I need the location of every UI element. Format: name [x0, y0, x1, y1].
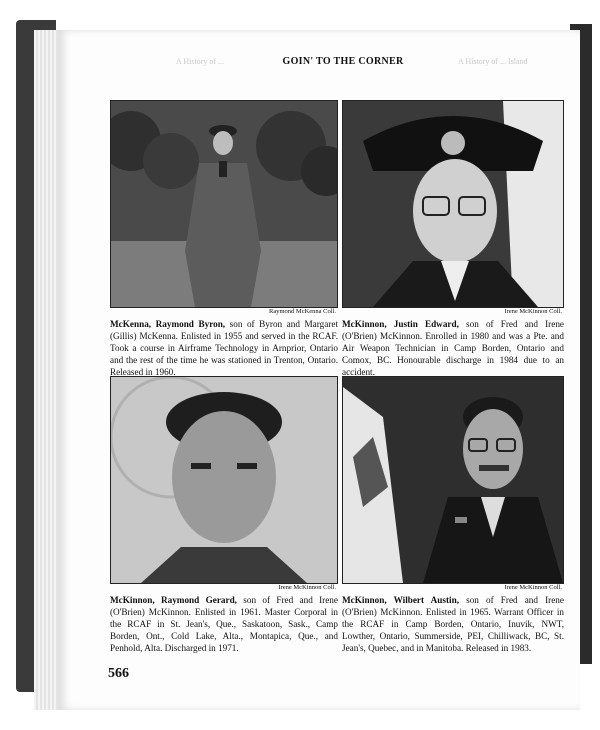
photo-credit: Irene McKinnon Coll. [504, 584, 562, 591]
photo-mckinnon-raymond-gerard [110, 376, 338, 584]
photo-credit: Irene McKinnon Coll. [504, 308, 562, 315]
caption-name: McKinnon, Justin Edward, [342, 319, 459, 329]
caption-mckenna-raymond [110, 318, 338, 378]
photo-mckinnon-wilbert [342, 376, 564, 584]
caption-text: son of Byron and Margaret (Gillis) McKenna. Enlisted in 1955 and served in the RCAF. Took a course in Airframe Technology in Arnprior, Ontario and the rest of the time he was stationed in Trenton, Ontario. Released in 1960. [110, 319, 338, 377]
book-page [58, 30, 580, 710]
photo-mckenna-raymond [110, 100, 338, 308]
caption-name: McKenna, Raymond Byron, [110, 319, 226, 329]
caption-text: son of Fred and Irene (O'Brien) McKinnon. Enlisted in 1961. Master Corporal in the RCAF in St. Jean's, Que., Saskatoon, Sask., Camp Borden, Ont., Cold Lake, Alta., Montapica, Que., and Penhold, Alta. Discharged in 1971. [110, 595, 338, 653]
caption-mckinnon-justin [342, 318, 564, 378]
caption-text: son of Fred and Irene (O'Brien) McKinnon. Enrolled in 1980 and was a Pte. and Air Weapon Technician in Camp Borden, Ontario and Comox, BC. Honourable discharge in 1984 due to an accident. [342, 319, 564, 377]
caption-mckinnon-wilbert [342, 594, 564, 654]
photo-mckinnon-justin [342, 100, 564, 308]
caption-name: McKinnon, Raymond Gerard, [110, 595, 237, 605]
caption-name: McKinnon, Wilbert Austin, [342, 595, 460, 605]
bleed-through-text-left: A History of ... [176, 57, 224, 66]
photo-credit: Irene McKinnon Coll. [278, 584, 336, 591]
caption-text: son of Fred and Irene (O'Brien) McKinnon. Enlisted in 1965. Warrant Officer in the RCAF in Camp Borden, Ontario, Inuvik, NWT, Lowther, Ontario, Summerside, PEI, Chilliwack, BC, St. Jean's, Quebec, and in Manitoba. Released in 1983. [342, 595, 564, 653]
caption-mckinnon-raymond-gerard [110, 594, 338, 654]
page-number: 566 [108, 666, 129, 681]
running-head: GOIN' TO THE CORNER [282, 56, 404, 67]
photo-credit: Raymond McKenna Coll. [269, 308, 336, 315]
bleed-through-text-right: A History of ... Island [458, 57, 528, 66]
